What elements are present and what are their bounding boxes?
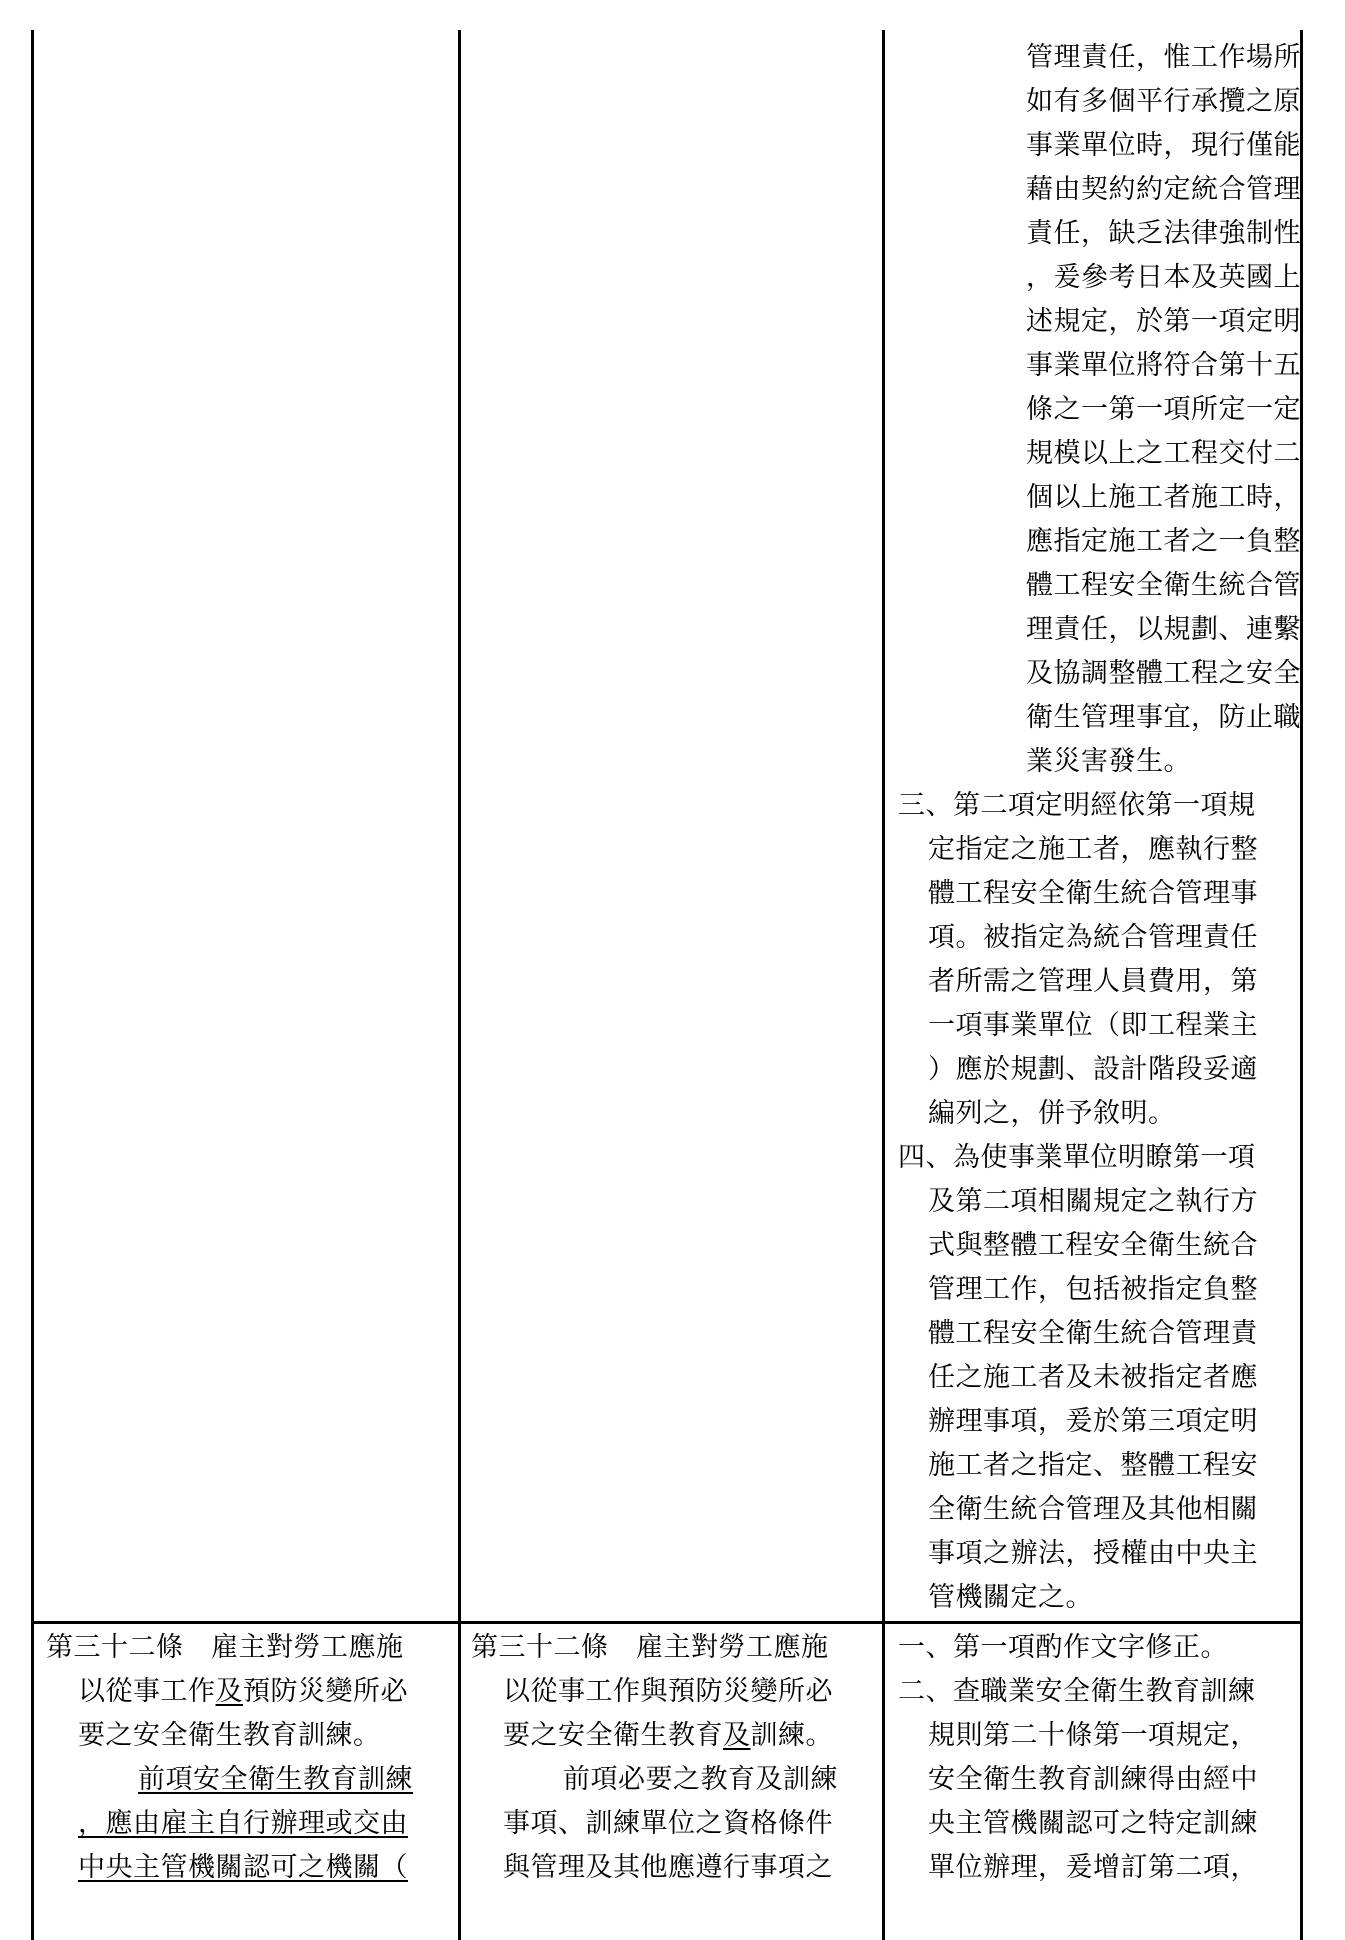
article-heading: 第三十二條 雇主對勞工應施 <box>46 1632 404 1663</box>
text-line: 編列之，併予敘明。 <box>928 1098 1176 1129</box>
text-line: 前項必要之教育及訓練 <box>563 1764 838 1795</box>
text-line: 及第二項相關規定之執行方 <box>928 1186 1258 1217</box>
explanation-item-4-heading: 四、為使事業單位明瞭第一項 <box>898 1142 1256 1173</box>
text-segment: 預防災變所必 <box>243 1676 408 1707</box>
amended-text: ，應由雇主自行辦理或交由 <box>78 1808 408 1839</box>
article-heading: 第三十二條 雇主對勞工應施 <box>471 1632 829 1663</box>
text-line: 事業單位將符合第十五 <box>1026 350 1301 381</box>
original-article-cell <box>471 1626 876 1890</box>
text-line: 事業單位時，現行僅能 <box>1026 130 1301 161</box>
text-line: 理責任，以規劃、連繫 <box>1026 614 1301 645</box>
text-line: 應指定施工者之一負整 <box>1026 526 1301 557</box>
column-divider-1 <box>458 30 461 1940</box>
text-line: 管理工作，包括被指定負整 <box>928 1274 1258 1305</box>
amended-article-cell <box>46 1626 451 1890</box>
amended-text: 中央主管機關認可之機關（ <box>78 1852 408 1883</box>
text-line: 業災害發生。 <box>1026 746 1191 777</box>
text-line: 央主管機關認可之特定訓練 <box>928 1808 1258 1839</box>
text-segment: 要之安全衛生教育 <box>503 1720 723 1751</box>
text-line: ）應於規劃、設計階段妥適 <box>928 1054 1258 1085</box>
text-line: 任之施工者及未被指定者應 <box>928 1362 1258 1393</box>
text-line: 事項、訓練單位之資格條件 <box>503 1808 833 1839</box>
text-line: 以從事工作與預防災變所必 <box>503 1676 833 1707</box>
text-line: 者所需之管理人員費用，第 <box>928 966 1258 997</box>
text-line: 管機關定之。 <box>928 1582 1093 1613</box>
row-divider <box>34 1621 1300 1624</box>
text-line: 個以上施工者施工時， <box>1026 482 1301 513</box>
text-line: 規則第二十條第一項規定， <box>928 1720 1258 1751</box>
text-line: 責任，缺乏法律強制性 <box>1026 218 1301 249</box>
text-segment: 以從事工作 <box>78 1676 216 1707</box>
text-line: 施工者之指定、整體工程安 <box>928 1450 1258 1481</box>
text-line: 式與整體工程安全衛生統合 <box>928 1230 1258 1261</box>
text-line: 及協調整體工程之安全 <box>1026 658 1301 689</box>
text-line: 與管理及其他應遵行事項之 <box>503 1852 833 1883</box>
changed-text: 及 <box>723 1720 751 1751</box>
text-line: 條之一第一項所定一定 <box>1026 394 1301 425</box>
text-line: 事項之辦法，授權由中央主 <box>928 1538 1258 1569</box>
amended-text: 前項安全衛生教育訓練 <box>138 1764 413 1795</box>
text-line: 規模以上之工程交付二 <box>1026 438 1301 469</box>
text-line: 述規定，於第一項定明 <box>1026 306 1301 337</box>
text-line: 衛生管理事宜，防止職 <box>1026 702 1301 733</box>
text-line: 項。被指定為統合管理責任 <box>928 922 1258 953</box>
text-line: ，爰參考日本及英國上 <box>1026 262 1301 293</box>
text-line: 管理責任，惟工作場所 <box>1026 42 1301 73</box>
text-line: 體工程安全衛生統合管理責 <box>928 1318 1258 1349</box>
text-line: 藉由契約約定統合管理 <box>1026 174 1301 205</box>
text-line: 全衛生統合管理及其他相關 <box>928 1494 1258 1525</box>
text-line <box>46 1846 451 1890</box>
explanation-cell-lower <box>896 1626 1296 1890</box>
comparison-table <box>31 30 1303 1940</box>
text-line: 一項事業單位（即工程業主 <box>928 1010 1258 1041</box>
explanation-item-3-heading: 三、第二項定明經依第一項規 <box>898 790 1256 821</box>
amended-text: 及 <box>215 1676 243 1707</box>
explanation-cell-upper <box>896 36 1301 1620</box>
column-divider-2 <box>882 30 885 1940</box>
explanation-item-2-heading: 二、查職業安全衛生教育訓練 <box>898 1676 1256 1707</box>
text-segment: 訓練。 <box>750 1720 833 1751</box>
text-line: 體工程安全衛生統合管理事 <box>928 878 1258 909</box>
text-line: 體工程安全衛生統合管 <box>1026 570 1301 601</box>
text-line <box>46 1758 451 1802</box>
text-line <box>46 1670 451 1714</box>
text-line: 要之安全衛生教育訓練。 <box>78 1720 381 1751</box>
text-line <box>471 1714 876 1758</box>
text-line: 辦理事項，爰於第三項定明 <box>928 1406 1258 1437</box>
explanation-item-1: 一、第一項酌作文字修正。 <box>898 1632 1228 1663</box>
text-line: 如有多個平行承攬之原 <box>1026 86 1301 117</box>
text-line <box>46 1802 451 1846</box>
text-line: 單位辦理，爰增訂第二項， <box>928 1852 1258 1883</box>
text-line: 定指定之施工者，應執行整 <box>928 834 1258 865</box>
text-line: 安全衛生教育訓練得由經中 <box>928 1764 1258 1795</box>
